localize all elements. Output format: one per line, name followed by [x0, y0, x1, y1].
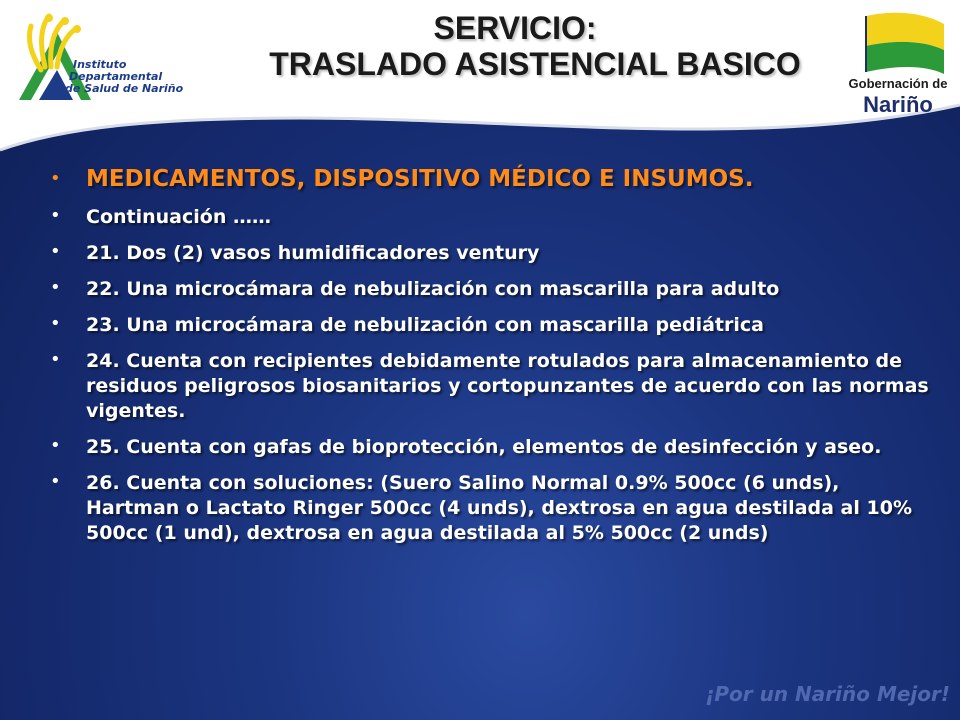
title-line-1: SERVICIO:	[433, 10, 597, 46]
title-line-2: TRASLADO ASISTENCIAL BASICO	[269, 46, 801, 82]
bullet-icon: •	[50, 205, 61, 226]
list-item-text: 25. Cuenta con gafas de bioprotección, elementos de desinfección y aseo.	[86, 436, 882, 458]
list-item	[50, 277, 935, 302]
list-item-text: 26. Cuenta con soluciones: (Suero Salino Normal 0.9% 500cc (6 unds), Hartman o Lactato Ringer 500cc (4 unds), dextrosa en agua destilada al 10% 500cc (1 und), dextrosa en agua destilada al 5% 500cc (2 unds)	[86, 472, 912, 544]
bullet-icon: •	[50, 241, 61, 262]
list-item	[50, 205, 935, 230]
bullet-icon: •	[50, 435, 61, 456]
logo-text-line3: de Salud de Nariño	[65, 82, 184, 95]
list-item	[50, 349, 935, 424]
narino-text: Nariño	[863, 92, 933, 117]
list-item-text: MEDICAMENTOS, DISPOSITIVO MÉDICO E INSUMOS.	[86, 166, 754, 192]
bullet-icon: •	[50, 471, 61, 492]
list-item-text: Continuación ……	[86, 206, 271, 228]
bullet-icon: •	[50, 313, 61, 334]
list-item-text: 22. Una microcámara de nebulización con mascarilla para adulto	[86, 278, 780, 300]
bullet-list	[50, 164, 935, 557]
bullet-icon: •	[50, 349, 61, 370]
list-item	[50, 435, 935, 460]
logo-text-line1: Instituto	[73, 58, 127, 71]
list-item	[50, 164, 935, 194]
list-item-text: 23. Una microcámara de nebulización con mascarilla pediátrica	[86, 314, 764, 336]
gobernacion-text: Gobernación de	[848, 76, 948, 91]
list-item	[50, 313, 935, 338]
footer-slogan: ¡Por un Nariño Mejor!	[705, 682, 950, 706]
logo-text-line2: Departamental	[69, 70, 163, 83]
list-item-text: 21. Dos (2) vasos humidificadores ventury	[86, 242, 540, 264]
list-item-text: 24. Cuenta con recipientes debidamente rotulados para almacenamiento de residuos peligrosos biosanitarios y cortopunzantes de acuerdo con las normas vigentes.	[86, 350, 929, 422]
gobernacion-narino-logo	[848, 10, 948, 120]
bullet-icon: •	[50, 277, 61, 298]
page-title	[140, 10, 890, 82]
list-item	[50, 471, 935, 546]
list-item	[50, 241, 935, 266]
bullet-icon: •	[50, 168, 61, 189]
gobernacion-flag-icon	[848, 10, 948, 76]
